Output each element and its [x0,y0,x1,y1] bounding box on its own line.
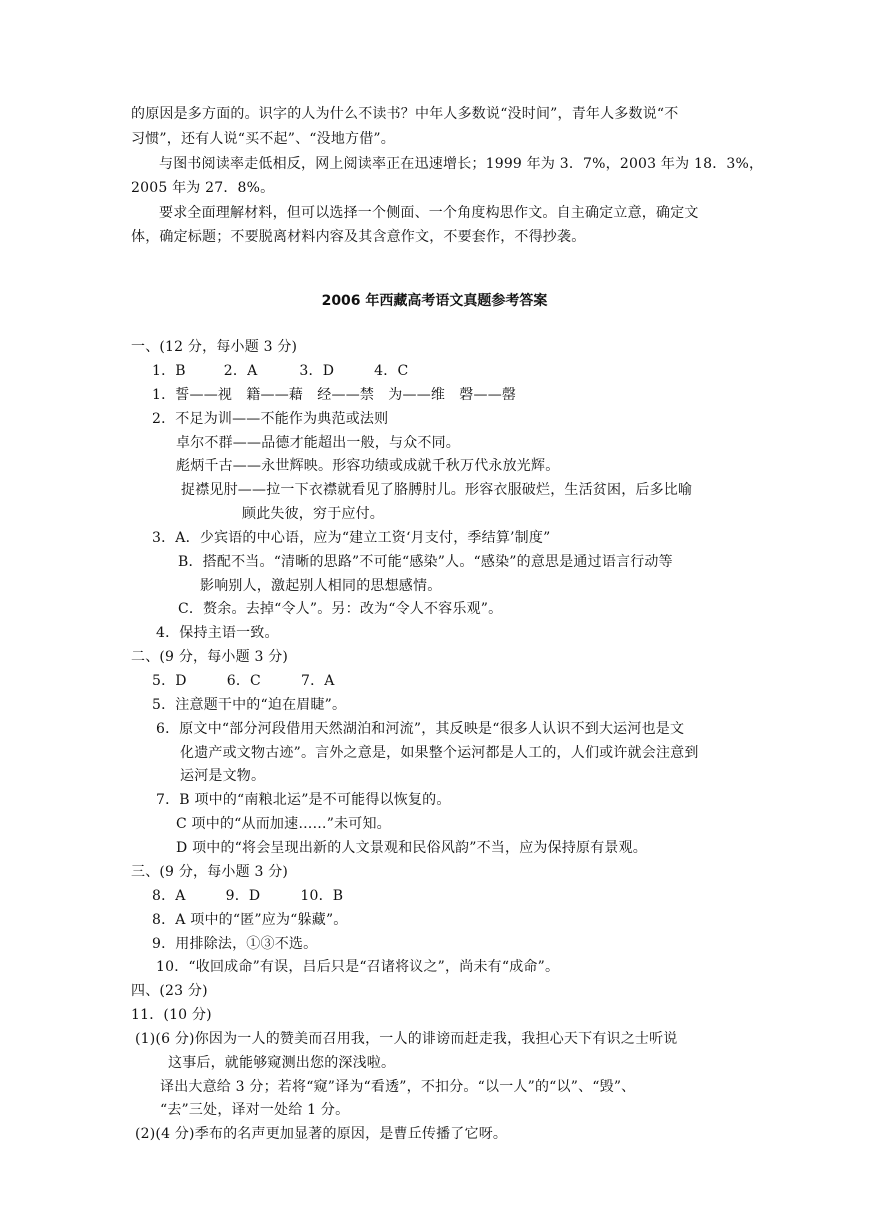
answer-explanation: 1．誓——视 籍——藉 经——禁 为——维 磬——罄 [152,387,517,403]
intro-paragraph-line: 与图书阅读率走低相反，网上阅读率正在迅速增长；1999 年为 3．7%，2003 年为 18．3%， [159,156,764,172]
answer-explanation: (2)(4 分)季布的名声更加显著的原因，是曹丘传播了它呀。 [135,1126,508,1142]
answer-explanation: 9．用排除法，①③不选。 [152,936,318,952]
intro-paragraph-line: 习惯”，还有人说“买不起”、“没地方借”。 [131,131,395,147]
answer-explanation: D 项中的“将会呈现出新的人文景观和民俗风韵”不当，应为保持原有景观。 [176,840,647,856]
answer-explanation: “去”三处，译对一处给 1 分。 [160,1102,350,1118]
answer-explanation: 3．A．少宾语的中心语，应为“建立工资‘月支付，季结算’制度” [152,530,551,546]
answer-item: 10．B [300,888,344,904]
answer-explanation: 2．不足为训——不能作为典范或法则 [152,411,389,427]
answer-explanation: 6．原文中“部分河段借用天然湖泊和河流”，其反映是“很多人认识不到大运河也是文 [156,721,685,737]
section-heading: 三、(9 分，每小题 3 分) [131,864,289,880]
answer-explanation: (1)(6 分)你因为一人的赞美而召用我，一人的诽谤而赶走我，我担心天下有识之士听说 [135,1031,678,1047]
answer-item: 4．C [374,363,409,379]
answer-explanation: 彪炳千古——永世辉映。形容功绩或成就千秋万代永放光辉。 [176,458,560,474]
answer-explanation: C 项中的“从而加速……”未可知。 [176,816,391,832]
answer-explanation: B．搭配不当。“清晰的思路”不可能“感染”人。“感染”的意思是通过语言行动等 [178,554,673,570]
answer-item: 5．D [152,673,187,689]
answer-explanation: 影响别人，激起别人相同的思想感情。 [200,578,442,594]
answer-row [152,360,408,383]
answer-item: 1．B [152,363,186,379]
answer-explanation: 10．“收回成命”有误，吕后只是“召诸将议之”，尚未有“成命”。 [156,959,560,975]
answer-explanation: 4．保持主语一致。 [156,625,279,641]
intro-paragraph-line: 要求全面理解材料，但可以选择一个侧面、一个角度构思作文。自主确定立意，确定文 [159,205,699,221]
answer-item: 2．A [223,363,258,379]
answer-item: 6．C [226,673,261,689]
answer-explanation: C．赘余。去掉“令人”。另：改为“令人不容乐观”。 [178,601,503,617]
answer-item: 9．D [225,888,261,904]
answer-row [152,885,343,908]
intro-paragraph-line: 的原因是多方面的。识字的人为什么不读书？中年人多数说“没时间”，青年人多数说“不 [131,106,679,122]
answer-explanation: 译出大意给 3 分；若将“窥”译为“看透”，不扣分。“以一人”的“以”、“毁”、 [160,1079,636,1095]
answer-explanation: 7．B 项中的“南粮北运”是不可能得以恢复的。 [156,792,451,808]
answer-explanation: 化遗产或文物古迹”。言外之意是，如果整个运河都是人工的，人们或许就会注意到 [180,745,699,761]
answer-explanation: 8．A 项中的“匿”应为“躲藏”。 [152,912,348,928]
section-heading: 二、(9 分，每小题 3 分) [131,649,289,665]
intro-paragraph-line: 体，确定标题；不要脱离材料内容及其含意作文，不要套作，不得抄袭。 [131,229,586,245]
section-heading: 四、(23 分) [131,983,208,999]
intro-paragraph-line: 2005 年为 27．8%。 [131,180,275,196]
answer-row [152,670,335,693]
answer-explanation: 这事后，就能够窥测出您的深浅啦。 [168,1055,396,1071]
answer-explanation: 卓尔不群——品德才能超出一般，与众不同。 [176,435,460,451]
answer-item: 8．A [152,888,186,904]
answer-item: 3．D [299,363,335,379]
section-heading: 一、(12 分，每小题 3 分) [131,339,298,355]
answer-explanation: 顾此失彼，穷于应付。 [242,506,384,522]
answer-explanation: 捉襟见肘——拉一下衣襟就看见了胳膊肘儿。形容衣服破烂，生活贫困，后多比喻 [181,482,693,498]
question-heading: 11．(10 分) [131,1007,212,1023]
answer-item: 7．A [300,673,335,689]
answer-key-title: 2006 年西藏高考语文真题参考答案 [321,293,548,309]
answer-explanation: 运河是文物。 [180,768,266,784]
answer-explanation: 5．注意题干中的“迫在眉睫”。 [152,697,347,713]
